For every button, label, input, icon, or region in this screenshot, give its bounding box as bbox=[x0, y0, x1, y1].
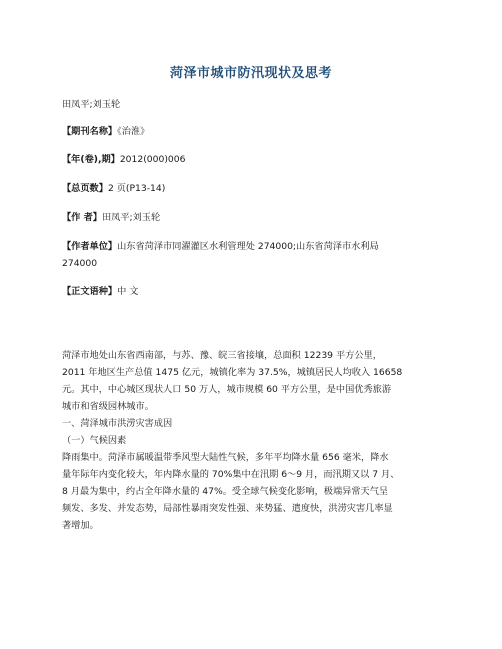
section-heading-1: 一、菏泽城市洪涝灾害成因 bbox=[62, 418, 173, 429]
body-p1-line1: 菏泽市地处山东省西南部，与苏、豫、皖三省接壤，总面积 12239 平方公里， bbox=[62, 350, 382, 361]
meta-author-value: 田凤平;刘玉轮 bbox=[101, 212, 161, 223]
meta-unit-key: 【作者单位】 bbox=[62, 241, 118, 252]
body-p1-line2: 2011 年地区生产总值 1475 亿元，城镇化率为 37.5%，城镇居民人均收入 16658 bbox=[62, 367, 403, 378]
meta-pages bbox=[62, 183, 165, 195]
meta-author-key: 【作 者】 bbox=[62, 212, 102, 223]
meta-journal-key: 【期刊名称】 bbox=[62, 126, 118, 137]
meta-pages-key: 【总页数】 bbox=[62, 183, 108, 194]
body-p2-line5: 著增加。 bbox=[62, 520, 99, 531]
meta-year-key: 【年(卷),期】 bbox=[62, 154, 120, 165]
body-p1-line4: 城市和省级园林城市。 bbox=[62, 401, 154, 412]
authors-line: 田凤平;刘玉轮 bbox=[62, 99, 121, 110]
meta-lang bbox=[62, 286, 138, 298]
body-p2-line4: 频发、多发、并发态势，局部性暴雨突发性强、来势猛、遣度快，洪涝灾害几率显 bbox=[62, 503, 393, 514]
meta-year-value: 2012(000)006 bbox=[119, 154, 186, 165]
document-title: 菏泽市城市防汛现状及思考 bbox=[169, 66, 332, 81]
meta-author bbox=[62, 212, 160, 224]
meta-pages-value: 2 页(P13-14) bbox=[107, 183, 166, 194]
meta-unit-value: 山东省菏泽市同濯灌区水利管理处 274000;山东省菏泽市水利局 bbox=[117, 241, 379, 252]
body-p2-line1: 降雨集中。菏泽市属暖温带季风型大陆性气候，多年平均降水量 656 毫米，降水 bbox=[62, 452, 389, 463]
body-p2-line3: 8 月最为集中，约占全年降水量的 47%。受全球气候变化影响，极端异常天气呈 bbox=[62, 486, 389, 497]
section-heading-2: （一）气候因素 bbox=[62, 435, 127, 446]
meta-journal-value: 《治淮》 bbox=[117, 126, 150, 137]
meta-year bbox=[62, 154, 185, 166]
body-p1-line3: 元。其中，中心城区现状人口 50 万人，城市规模 60 平方公里，是中国优秀旅游 bbox=[62, 384, 392, 395]
meta-lang-key: 【正文语种】 bbox=[62, 286, 118, 297]
meta-unit bbox=[62, 241, 379, 253]
meta-unit-cont: 274000 bbox=[62, 258, 98, 269]
meta-lang-value: 中 文 bbox=[117, 286, 139, 297]
meta-journal bbox=[62, 126, 149, 138]
body-p2-line2: 量年际年内变化较大，年内降水量的 70%集中在汛期 6～9 月，而汛期又以 7 月、 bbox=[62, 469, 400, 480]
